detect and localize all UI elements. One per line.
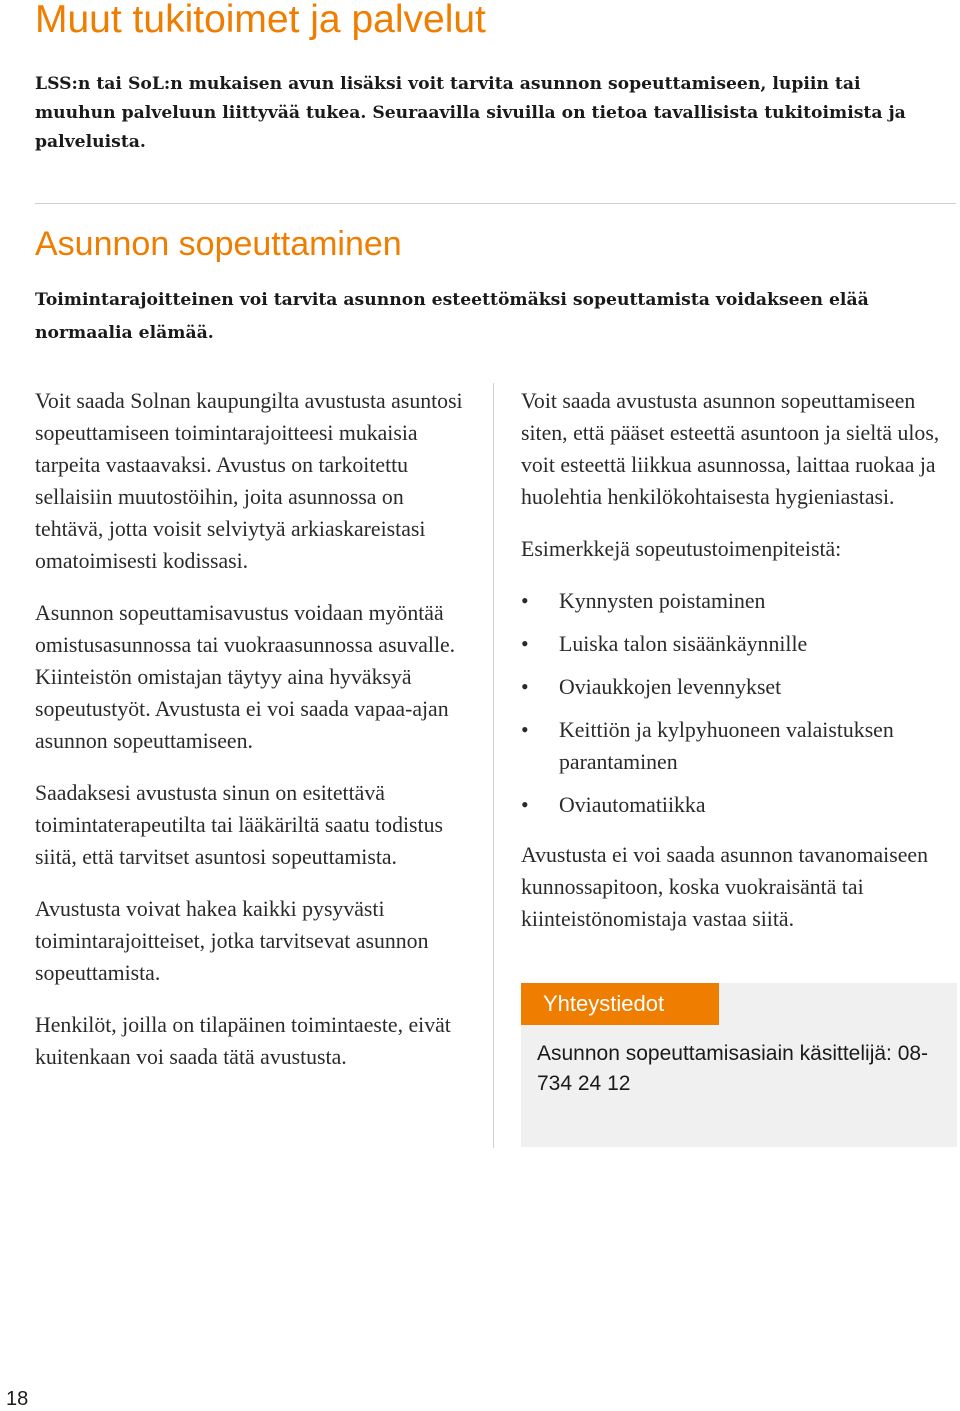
list-item-text: Keittiön ja kylpyhuoneen valaistuksen parantaminen xyxy=(559,718,894,774)
left-paragraph: Avustusta voivat hakea kaikki pysyvästi toimintarajoitteiset, jotka tarvitsevat asunnon sopeuttamista. xyxy=(35,897,429,985)
list-item xyxy=(521,789,946,821)
contact-heading: Yhteystiedot xyxy=(521,983,719,1025)
bullet-icon: • xyxy=(521,793,529,817)
left-column xyxy=(35,385,465,1093)
examples-list xyxy=(521,585,946,821)
list-item-text: Oviaukkojen levennykset xyxy=(559,675,782,699)
page-number: 18 xyxy=(6,1388,29,1410)
section-heading: Asunnon sopeuttaminen xyxy=(35,225,402,263)
list-item xyxy=(521,585,946,617)
left-paragraph: Saadaksesi avustusta sinun on esitettävä toimintaterapeutilta tai lääkäriltä saatu todistus siitä, että tarvitset asuntosi sopeuttamista. xyxy=(35,781,443,869)
bullet-icon: • xyxy=(521,718,529,742)
bullet-icon: • xyxy=(521,675,529,699)
left-paragraph: Henkilöt, joilla on tilapäinen toimintaeste, eivät kuitenkaan voi saada tätä avustusta. xyxy=(35,1013,451,1069)
list-item xyxy=(521,671,946,703)
intro-text: LSS:n tai SoL:n mukaisen avun lisäksi voit tarvita asunnon sopeuttamiseen, lupiin tai muuhun palveluun liittyvää tukea. Seuraavilla sivuilla on tietoa tavallisista tukitoimista ja palveluista. xyxy=(35,74,906,152)
list-item xyxy=(521,714,946,778)
examples-label: Esimerkkejä sopeutustoimenpiteistä: xyxy=(521,537,842,561)
column-divider xyxy=(493,383,494,1148)
left-paragraph: Voit saada Solnan kaupungilta avustusta asuntosi sopeuttamiseen toimintarajoitteesi mukaisia tarpeita vastaavaksi. Avustus on tarkoitettu sellaisiin muutostöihin, joita asunnossa on tehtävä, jotta voisit selviytyä arkiaskareistasi omatoimisesti kodissasi. xyxy=(35,389,463,573)
bullet-icon: • xyxy=(521,589,529,613)
section-divider xyxy=(35,203,956,204)
right-paragraph: Avustusta ei voi saada asunnon tavanomaiseen kunnossapitoon, koska vuokraisäntä tai kiinteistönomistaja vastaa siitä. xyxy=(521,843,928,931)
right-column xyxy=(521,385,946,955)
list-item-text: Luiska talon sisäänkäynnille xyxy=(559,632,808,656)
list-item-text: Kynnysten poistaminen xyxy=(559,589,766,613)
contact-box xyxy=(521,983,957,1147)
section-lead: Toimintarajoitteinen voi tarvita asunnon esteettömäksi sopeuttamista voidakseen elää normaalia elämää. xyxy=(35,290,869,343)
right-paragraph: Voit saada avustusta asunnon sopeuttamiseen siten, että pääset esteettä asuntoon ja sieltä ulos, voit esteettä liikkua asunnossa, laittaa ruokaa ja huolehtia henkilökohtaisesta hygieniastasi. xyxy=(521,389,940,509)
bullet-icon: • xyxy=(521,632,529,656)
list-item xyxy=(521,628,946,660)
left-paragraph: Asunnon sopeuttamisavustus voidaan myöntää omistusasunnossa tai vuokraasunnossa asuvalle. Kiinteistön omistajan täytyy aina hyväksyä sopeutustyöt. Avustusta ei voi saada vapaa-ajan asunnon sopeuttamiseen. xyxy=(35,601,456,753)
page-title: Muut tukitoimet ja palvelut xyxy=(35,0,486,41)
contact-text: Asunnon sopeuttamisasiain käsittelijä: 08-734 24 12 xyxy=(537,1042,929,1095)
list-item-text: Oviautomatiikka xyxy=(559,793,706,817)
